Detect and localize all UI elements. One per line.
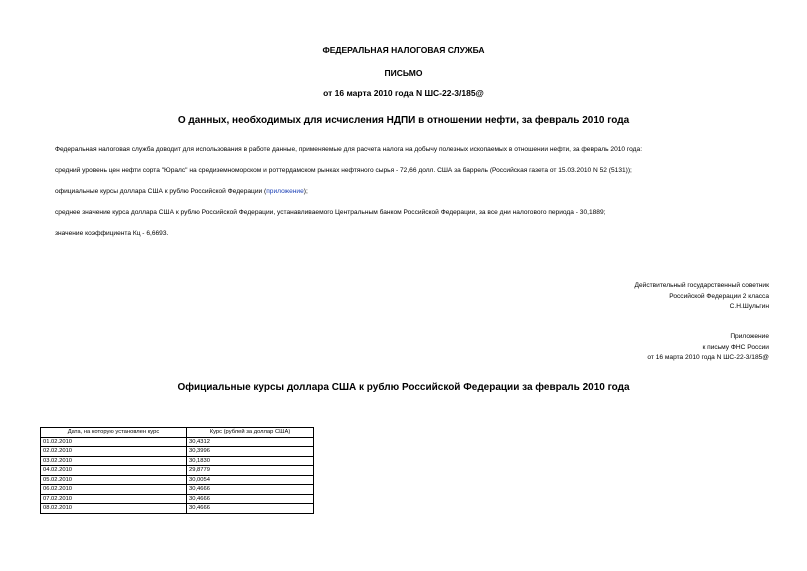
document-date-number: от 16 марта 2010 года N ШС-22-3/185@ <box>323 88 484 98</box>
document-type: ПИСЬМО <box>384 68 423 78</box>
agency-name: ФЕДЕРАЛЬНАЯ НАЛОГОВАЯ СЛУЖБА <box>322 45 485 55</box>
date-cell: 06.02.2010 <box>41 485 187 495</box>
average-rate-paragraph: среднее значение курса доллара США к рублю Российской Федерации, устанавливаемого Центральным банком Российской Федерации, за все дни налогового периода - 30,1889; <box>55 209 606 216</box>
table-row <box>41 466 314 476</box>
appendix-reference <box>647 332 769 364</box>
rate-cell: 29,8779 <box>187 466 314 476</box>
rate-cell: 30,0054 <box>187 475 314 485</box>
appendix-date-number: от 16 марта 2010 года N ШС-22-3/185@ <box>647 354 769 361</box>
signature-block <box>635 281 769 313</box>
rates-suffix: ); <box>303 188 308 195</box>
table-row <box>41 485 314 495</box>
signature-title: Действительный государственный советник <box>634 282 769 289</box>
table-row <box>41 456 314 466</box>
date-cell: 07.02.2010 <box>41 494 187 504</box>
rates-prefix: официальные курсы доллара США к рублю Российской Федерации ( <box>55 188 267 195</box>
signature-rank: Российской Федерации 2 класса <box>669 292 769 300</box>
column-header-date: Дата, на которую установлен курс <box>41 428 187 438</box>
urals-price-paragraph: средний уровень цен нефти сорта "Юралс" на средиземноморском и роттердамском рынках нефтяного сырья - 72,66 долл. США за баррель (Российская газета от 15.03.2010 N 52 (5131)); <box>55 167 632 174</box>
date-cell: 02.02.2010 <box>41 447 187 457</box>
rate-cell: 30,1830 <box>187 456 314 466</box>
appendix-letter-ref: к письму ФНС России <box>702 343 769 351</box>
date-cell: 01.02.2010 <box>41 437 187 447</box>
rate-cell: 30,4312 <box>187 437 314 447</box>
table-row <box>41 504 314 514</box>
letter-title: О данных, необходимых для исчисления НДПИ в отношении нефти, за февраль 2010 года <box>177 115 630 126</box>
table-row <box>41 447 314 457</box>
intro-paragraph: Федеральная налоговая служба доводит для использования в работе данные, применяемые для расчета налога на добычу полезных ископаемых в отношении нефти, за февраль 2010 года: <box>55 146 643 153</box>
appendix-link[interactable]: приложение <box>266 188 304 195</box>
table-row <box>41 437 314 447</box>
exchange-rates-table <box>40 427 314 514</box>
date-cell: 04.02.2010 <box>41 466 187 476</box>
appendix-title: Официальные курсы доллара США к рублю Российской Федерации за февраль 2010 года <box>177 382 630 393</box>
rate-cell: 30,4666 <box>187 485 314 495</box>
exchange-rates-paragraph <box>55 188 308 195</box>
date-cell: 03.02.2010 <box>41 456 187 466</box>
date-cell: 05.02.2010 <box>41 475 187 485</box>
date-cell: 08.02.2010 <box>41 504 187 514</box>
table-header-row <box>41 428 314 438</box>
appendix-label: Приложение <box>730 333 769 340</box>
rate-cell: 30,3996 <box>187 447 314 457</box>
coefficient-paragraph: значение коэффициента Кц - 6,6693. <box>55 230 169 237</box>
rate-cell: 30,4666 <box>187 494 314 504</box>
signature-name: С.Н.Шульгин <box>729 303 769 310</box>
table-row <box>41 494 314 504</box>
rate-cell: 30,4666 <box>187 504 314 514</box>
column-header-rate: Курс (рублей за доллар США) <box>187 428 314 438</box>
table-row <box>41 475 314 485</box>
